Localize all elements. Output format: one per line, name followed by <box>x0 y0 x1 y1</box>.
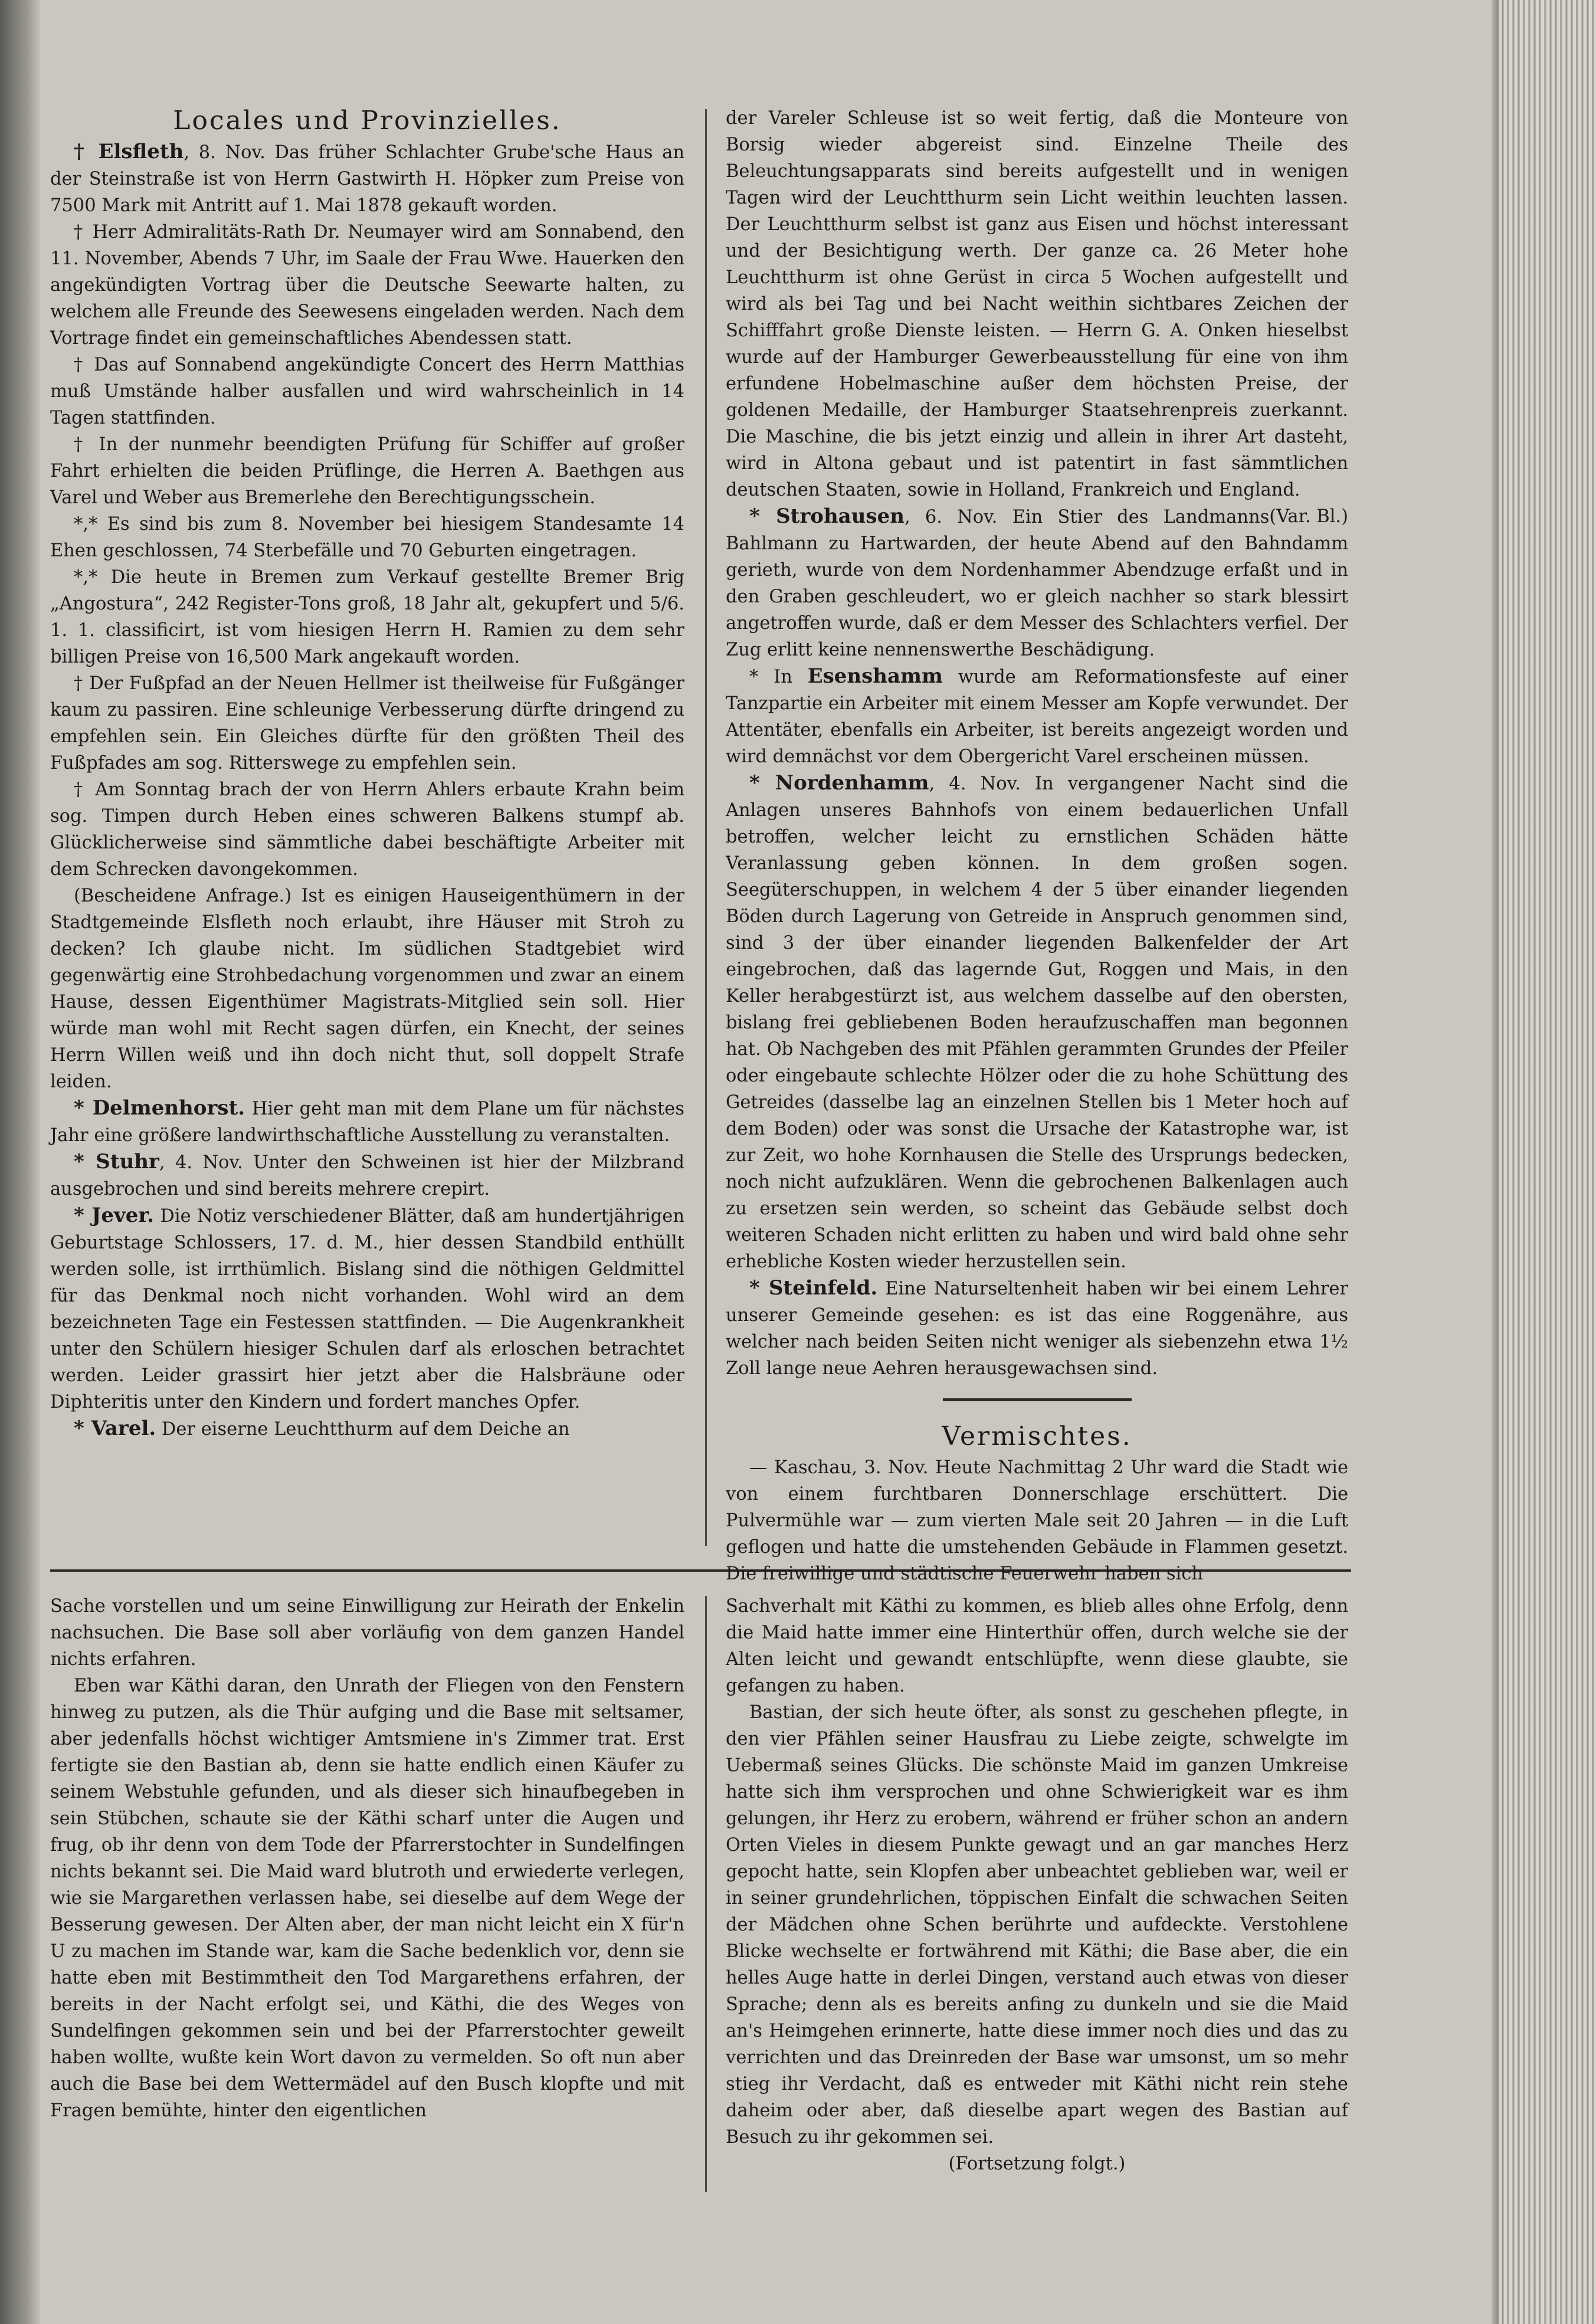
news-column-left <box>50 103 684 1443</box>
place-name: * Stuhr <box>74 1150 159 1174</box>
place-name: Esenshamm <box>807 664 943 688</box>
article-steinfeld <box>726 1275 1348 1382</box>
news-column-right <box>726 105 1348 1587</box>
article-kaschau: — Kaschau, 3. Nov. Heute Nachmittag 2 Uhr ward die Stadt wie von einem furchtbaren Donnerschlage erschüttert. Die Pulvermühle war — zum vierten Male seit 20 Jahren — in die Luft geflogen und hatte die umstehenden Gebäude in Flammen gesetzt. Die freiwillige und städtische Feuerwehr haben sich <box>726 1457 1348 1584</box>
article-paragraph: *,* Die heute in Bremen zum Verkauf gestellte Bremer Brig „Angostura“, 242 Register-Tons groß, 18 Jahr alt, gekupfert und 5/6. 1. 1. classificirt, ist vom hiesigen Herrn H. Ramien zu dem sehr billigen Preise von 16,500 Mark angekauft worden. <box>50 567 684 667</box>
article-text: , 4. Nov. In vergangener Nacht sind die Anlagen unseres Bahnhofs von einem bedauerlichen Unfall betroffen, welcher leicht zu ernstlichen Schäden hätte Veranlassung geben können. In dem großen sogen. Seegüterschuppen, in welchem 4 der 5 über einander liegenden Böden durch Lagerung von Getreide in Anspruch genommen sind, sind 3 der über einander liegenden Balkenfelder der Art eingebrochen, daß das lagernde Gut, Roggen und Mais, in den Keller herabgestürzt ist, aus welchem dasselbe auf den obersten, bislang frei gebliebenen Boden heraufzuschaffen man begonnen hat. Ob Nachgeben des mit Pfählen gerammten Grundes der Pfeiler oder eingebaute schlechte Hölzer oder die zu hohe Schüttung des Getreides (dasselbe lag an einzelnen Stellen bis 1 Meter hoch auf dem Boden) oder was sonst die Ursache der Katastrophe war, ist zur Zeit, wo hohe Kornhausen die Stelle des Ursprungs bedecken, noch nicht aufzuklären. Wenn die gebrochenen Balkenlagen auch zu ersetzen sein werden, so scheint das Gebäude selbst doch weiteren Schaden nicht erlitten zu haben und wird bald ohne sehr erhebliche Kosten wieder herzustellen sein. <box>726 773 1348 1272</box>
article-text: * In <box>749 667 808 687</box>
article-strohausen <box>726 503 1348 663</box>
article-paragraph: † Am Sonntag brach der von Herrn Ahlers erbaute Krahn beim sog. Timpen durch Heben eines schweren Balkens stumpf ab. Glücklicherweise sind sämmtliche dabei beschäftigte Arbeiter mit dem Schrecken davongekommen. <box>50 779 684 880</box>
article-text: wurde am Reformationsfeste auf einer Tanzpartie ein Arbeiter mit einem Messer am Kopfe verwundet. Der Attentäter, ebenfalls ein Arbeiter, ist bereits angezeigt worden und wird demnächst vor dem Obergericht Varel erscheinen müssen. <box>726 667 1348 767</box>
article-text: , 6. Nov. Ein Stier des Landmanns Bahlmann zu Hartwarden, der heute Abend auf den Bahndamm gerieth, wurde von dem Nordenhammer Abendzuge erfaßt und in den Graben geschleudert, wo er gleich nachher so stark blessirt angetroffen wurde, daß er dem Messer des Schlachters verfiel. Der Zug erlitt keine nennenswerthe Beschädigung. <box>726 507 1348 660</box>
article-text: der Vareler Schleuse ist so weit fertig, daß die Monteure von Borsig wieder abgereist sind. Einzelne Theile des Beleuchtungsapparats sind bereits aufgestellt und in wenigen Tagen wird der Leuchtthurm sein Licht weithin leuchten lassen. Der Leuchtthurm selbst ist ganz aus Eisen und höchst interessant und der Besichtigung werth. Der ganze ca. 26 Meter hohe Leuchtthurm ist ohne Gerüst in circa 5 Wochen aufgestellt und wird als bei Tag und bei Nacht weithin sichtbares Zeichen der Schifffahrt große Dienste leisten. — Herrn G. A. Onken hieselbst wurde auf der Hamburger Gewerbeausstellung für eine von ihm erfundene Hobelmaschine außer dem höchsten Preise, der goldenen Medaille, der Hamburger Staatsehrenpreis zuerkannt. Die Maschine, die bis jetzt einzig und allein in ihrer Art dasteht, wird in Altona gebaut und ist patentirt in fast sämmtlichen deutschen Staaten, sowie in Holland, Frankreich und England. <box>726 108 1348 500</box>
article-jever <box>50 1202 684 1415</box>
story-paragraph: Sache vorstellen und um seine Einwilligung zur Heirath der Enkelin nachsuchen. Die Base soll aber vorläufig von dem ganzen Handel nichts erfahren. <box>50 1596 684 1670</box>
article-paragraph: † Der Fußpfad an der Neuen Hellmer ist theilweise für Fußgänger kaum zu passiren. Eine schleunige Verbesserung dürfte dringend zu empfehlen sein. Ein Gleiches dürfte für den größten Theil des Fußpfades am sog. Ritterswege zu empfehlen sein. <box>50 673 684 773</box>
article-varel <box>50 1415 684 1443</box>
continued-note: (Fortsetzung folgt.) <box>948 2153 1126 2174</box>
article-text: , 4. Nov. Unter den Schweinen ist hier der Milzbrand ausgebrochen und sind bereits mehrere crepirt. <box>50 1152 684 1199</box>
article-text: Die Notiz verschiedener Blätter, daß am hundertjährigen Geburtstage Schlossers, 17. d. M., hier dessen Standbild enthüllt werden solle, ist irrthümlich. Bislang sind die nöthigen Geldmittel für das Denkmal noch nicht vorhanden. Wohl wird an dem bezeichneten Tage ein Festessen stattfinden. — Die Augenkrankheit unter den Schülern hiesiger Schulen darf als erloschen betrachtet werden. Leider grassirt hier jetzt aber die Halsbräune oder Diphteritis unter den Kindern und fordert manches Opfer. <box>50 1206 684 1412</box>
article-paragraph: *,* Es sind bis zum 8. November bei hiesigem Standesamte 14 Ehen geschlossen, 74 Sterbefälle und 70 Geburten eingetragen. <box>50 514 684 561</box>
article-paragraph: † Das auf Sonnabend angekündigte Concert des Herrn Matthias muß Umstände halber ausfallen und wird wahrscheinlich in 14 Tagen stattfinden. <box>50 355 684 428</box>
place-name: * Delmenhorst. <box>74 1096 245 1120</box>
section-heading-vermischtes: Vermischtes. <box>942 1421 1132 1451</box>
place-name: † Elsfleth <box>74 140 184 163</box>
article-elsfleth <box>50 139 684 219</box>
column-divider-top <box>705 109 707 1546</box>
article-paragraph: † Herr Admiralitäts-Rath Dr. Neumayer wird am Sonnabend, den 11. November, Abends 7 Uhr, im Saale der Frau Wwe. Hauerken den angekündigten Vortrag über die Deutsche Seewarte halten, zu welchem alle Freunde des Seewesens eingeladen werden. Nach dem Vortrage findet ein gemeinschaftliches Abendessen statt. <box>50 222 684 349</box>
story-paragraph: Bastian, der sich heute öfter, als sonst zu geschehen pflegte, in den vier Pfählen seiner Hausfrau zu Liebe zeigte, schwelgte im Uebermaß seines Glücks. Die schönste Maid im ganzen Umkreise hatte sich ihm versprochen und ohne Schwierigkeit war es ihm gelungen, ihr Herz zu erobern, während er früher schon an andern Orten Vieles in diesem Punkte gewagt und an gar manches Herz gepocht hatte, sein Klopfen aber unbeachtet geblieben war, weil er in seiner grundehrlichen, töppischen Einfalt die schwachen Seiten der Mädchen ohne Schen berührte und aufdeckte. Verstohlene Blicke wechselte er fortwährend mit Käthi; die Base aber, die ein helles Auge hatte in derlei Dingen, verstand auch etwas von dieser Sprache; denn als es bereits anfing zu dunkeln und sie die Maid an's Heimgehen erinnerte, hatte diese immer noch dies und das zu verrichten und das Dreinreden der Base war umsonst, um so mehr stieg ihr Verdacht, daß es entweder mit Käthi nicht rein stehe daheim oder aber, daß dieselbe apart wegen des Bastian auf Besuch zu ihr gekommen sei. <box>726 1702 1348 2148</box>
place-name: * Strohausen <box>749 504 904 528</box>
place-name: * Nordenhamm <box>749 771 929 795</box>
story-column-right <box>726 1593 1348 2177</box>
article-paragraph: † In der nunmehr beendigten Prüfung für Schiffer auf großer Fahrt erhielten die beiden Prüflinge, die Herren A. Baethgen aus Varel und Weber aus Bremerlehe den Berechtigungsschein. <box>50 434 684 508</box>
article-paragraph: (Bescheidene Anfrage.) Ist es einigen Hauseigenthümern in der Stadtgemeinde Elsfleth noch erlaubt, ihre Häuser mit Stroh zu decken? Ich glaube nicht. Im südlichen Stadtgebiet wird gegenwärtig eine Strohbedachung vorgenommen und zwar an einem Hause, dessen Eigenthümer Magistrats-Mitglied sein soll. Hier würde man wohl mit Recht sagen dürfen, ein Knecht, der seines Herrn Willen weiß und ihn doch nicht thut, soll doppelt Strafe leiden. <box>50 886 684 1092</box>
story-paragraph: Sachverhalt mit Käthi zu kommen, es blieb alles ohne Erfolg, denn die Maid hatte immer eine Hinterthür offen, durch welche sie der Alten leicht und gewandt entschlüpfte, wenn diese glaubte, sie gefangen zu haben. <box>726 1596 1348 1696</box>
section-heading-locales: Locales und Provinzielles. <box>173 106 562 136</box>
article-text: Hier geht man mit dem Plane um für nächstes Jahr eine größere landwirthschaftliche Ausstellung zu veranstalten. <box>50 1099 684 1146</box>
article-stuhr <box>50 1149 684 1202</box>
column-divider-bottom <box>705 1596 707 2192</box>
article-text: Der eiserne Leuchtthurm auf dem Deiche an <box>156 1419 570 1440</box>
article-text: Eine Naturseltenheit haben wir bei einem Lehrer unserer Gemeinde gesehen: es ist das eine Roggenähre, aus welcher nach beiden Seiten nicht weniger als siebenzehn etwa 1½ Zoll lange neue Aehren herausgewachsen sind. <box>726 1279 1348 1379</box>
page-stack-edge <box>1499 0 1596 2324</box>
place-name: * Varel. <box>74 1417 156 1440</box>
article-esenshamm <box>726 663 1348 770</box>
article-text: , 8. Nov. Das früher Schlachter Grube'sche Haus an der Steinstraße ist von Herrn Gastwirth H. Höpker zum Preise von 7500 Mark mit Antritt auf 1. Mai 1878 gekauft worden. <box>50 142 684 216</box>
place-name: * Jever. <box>74 1204 155 1227</box>
story-column-left <box>50 1593 684 2124</box>
article-nordenhamm <box>726 770 1348 1275</box>
article-delmenhorst <box>50 1095 684 1149</box>
source-note: (Var. Bl.) <box>1269 506 1348 527</box>
book-gutter <box>0 0 40 2324</box>
story-paragraph: Eben war Käthi daran, den Unrath der Fliegen von den Fenstern hinweg zu putzen, als die Thür aufging und die Base mit seltsamer, aber jedenfalls höchst wichtiger Amtsmiene in's Zimmer trat. Erst fertigte sie den Bastian ab, denn sie hatte endlich einen Käufer zu seinem Webstuhle gefunden, und als dieser sich hinaufbegeben in sein Stübchen, schaute sie der Käthi scharf unter die Augen und frug, ob ihr denn von dem Tode der Pfarrerstochter in Sundelfingen nichts bekannt sei. Die Maid ward blutroth und erwiederte verlegen, wie sie Margarethen verlassen habe, sei dieselbe auf dem Wege der Besserung gewesen. Der Alten aber, der man nicht leicht ein X für'n U zu machen im Stande war, kam die Sache bedenklich vor, denn sie hatte eben mit Bestimmtheit den Tod Margarethens erfahren, der bereits in der Nacht erfolgt sei, und Käthi, die des Weges von Sundelfingen gekommen sein und bei der Pfarrerstochter geweilt haben wollte, wußte kein Wort davon zu vermelden. So oft nun aber auch die Base bei dem Wettermädel auf den Busch klopfte und mit Fragen bemühte, hinter den eigentlichen <box>50 1676 684 2121</box>
place-name: * Steinfeld. <box>749 1276 878 1300</box>
article-separator <box>943 1398 1132 1401</box>
